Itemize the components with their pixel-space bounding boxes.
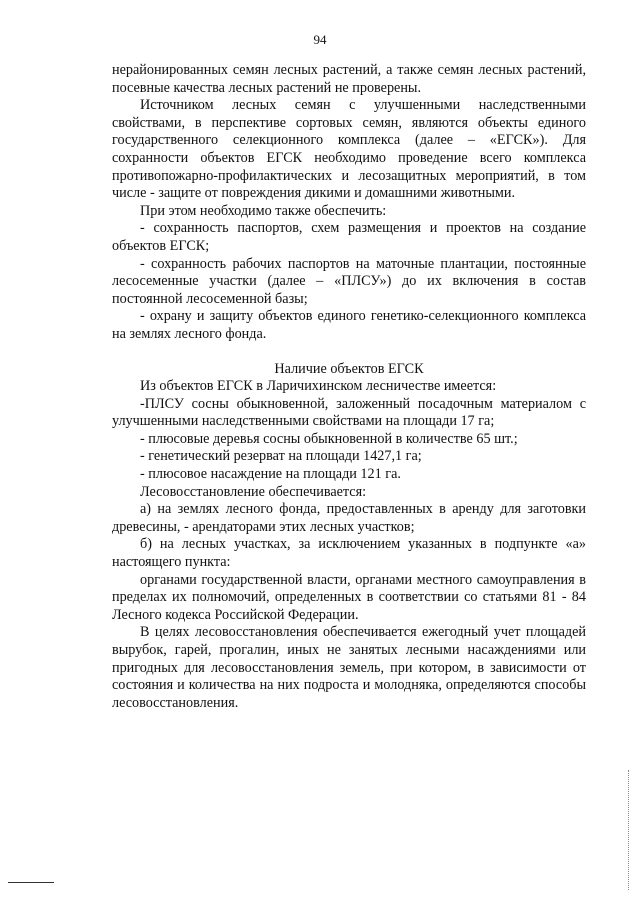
- list-item: а) на землях лесного фонда, предоставленных в аренду для заготовки древесины, - арендаторами этих лесных участков;: [112, 501, 586, 535]
- paragraph: Источником лесных семян с улучшенными наследственными свойствами, в перспективе сортовых семян, являются объекты единого государственного селекционного комплекса (далее – «ЕГСК»). Для сохранности объектов ЕГСК необходимо проведение всего комплекса противопожарно-профилактических и лесозащитных мероприятий, в том числе - защите от повреждения дикими и домашними животными.: [112, 97, 586, 202]
- scan-edge-mark: [628, 770, 629, 890]
- list-item: - плюсовые деревья сосны обыкновенной в количестве 65 шт.;: [140, 430, 518, 447]
- list-item: б) на лесных участках, за исключением указанных в подпункте «а» настоящего пункта:: [112, 536, 586, 571]
- paragraph: Лесовосстановление обеспечивается:: [140, 483, 367, 500]
- list-item: - охрану и защиту объектов единого генетико-селекционного комплекса на землях лесного фонда.: [112, 308, 586, 342]
- section-heading: Наличие объектов ЕГСК: [274, 360, 424, 377]
- list-item: -ПЛСУ сосны обыкновенной, заложенный посадочным материалом с улучшенными наследственными свойствами на площади 17 га;: [112, 395, 586, 430]
- paragraph: нерайонированных семян лесных растений, а также семян лесных растений, посевные качества лесных растений не проверены.: [112, 62, 586, 96]
- document-body: [112, 62, 586, 712]
- list-item: - сохранность паспортов, схем размещения и проектов на создание объектов ЕГСК;: [112, 220, 586, 254]
- paragraph: органами государственной власти, органами местного самоуправления в пределах их полномочий, определенных в соответствии со статьями 81 - 84 Лесного кодекса Российской Федерации.: [112, 571, 586, 623]
- list-item: - генетический резерват на площади 1427,1 га;: [140, 448, 422, 465]
- list-item: - плюсовое насаждение на площади 121 га.: [140, 466, 401, 483]
- footer-rule: [8, 882, 54, 883]
- list-item: - сохранность рабочих паспортов на маточные плантации, постоянные лесосеменные участки (далее – «ПЛСУ») до их включения в состав постоянной лесосеменной базы;: [112, 255, 586, 307]
- paragraph: Из объектов ЕГСК в Ларичихинском лесничестве имеется:: [140, 378, 497, 395]
- paragraph: При этом необходимо также обеспечить:: [140, 202, 387, 219]
- page-number: 94: [313, 32, 327, 47]
- paragraph: В целях лесовосстановления обеспечивается ежегодный учет площадей вырубок, гарей, прогалин, иных не занятых лесными насаждениями или пригодных для лесовосстановления земель, при котором, в зависимости от состояния и количества на них подроста и молодняка, определяются способы лесовосстановления.: [112, 624, 586, 711]
